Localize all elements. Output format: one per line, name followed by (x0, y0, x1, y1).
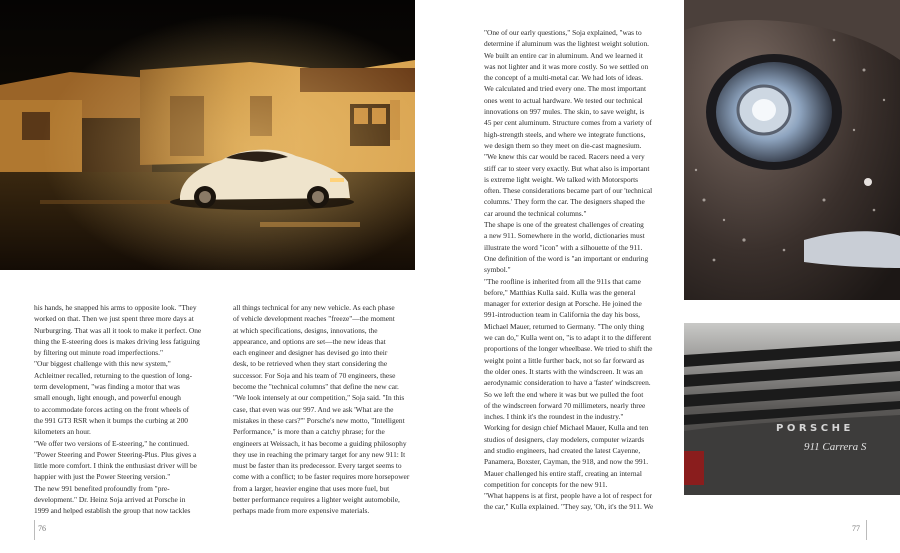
col3-line: car around the technical columns." (484, 208, 587, 218)
col3-line: manager for exterior design at Porsche. He joined the (484, 299, 642, 309)
col2-line: engineers at Weissach, it has become a guiding philosophy (233, 438, 407, 448)
col1-line: term development, "was finding a motor that was (34, 382, 180, 392)
col2-line: each engineer and designer has devised go into their (233, 348, 388, 358)
col1-line: "Our biggest challenge with this new system," (34, 359, 171, 369)
col3-line: determine if aluminum was the lightest weight solution. (484, 39, 650, 49)
rear-grille-photo-art (684, 323, 900, 495)
col3-line: inches. I think it's the roundest in the industry." (484, 412, 624, 422)
col2-line: they use in reaching the primary target for any new 911: It (233, 449, 406, 459)
col3-line: weight point a little further back, not so far forward as (484, 355, 645, 365)
col1-line: kilometers an hour. (34, 427, 91, 437)
col3-line: So we left the end where it was but we pulled the foot (484, 389, 644, 399)
col3-line: symbol." (484, 265, 511, 275)
col1-line: "We offer two versions of E-steering," he continued. (34, 438, 189, 448)
col3-line: "We knew this car would be raced. Racers need a very (484, 152, 645, 162)
col3-line: Working for design chief Michael Mauer, Kulla and ten (484, 423, 649, 433)
col1-line: little more comfort. I think the enthusiast driver will be (34, 461, 197, 471)
right-page-number: 77 (852, 524, 860, 533)
col3-line: One definition of the word is "an important or enduring (484, 253, 649, 263)
col2-line: better performance requires a lighter weight automobile, (233, 495, 400, 505)
col3-line: stiff car to steer very exactly. But what also is important (484, 163, 650, 173)
col3-line: high-strength steels, and where we integrate functions, (484, 129, 646, 139)
col2-line: Performance," is more than a catchy phrase; for the (233, 427, 385, 437)
col3-line: 45 per cent aluminum. Structure comes from a variety of (484, 118, 652, 128)
courtyard-photo (0, 0, 415, 270)
col3-line: studios of designers, clay modelers, computer wizards (484, 434, 645, 444)
col2-line: from a larger, heavier engine that uses more fuel, but (233, 483, 390, 493)
col1-line: The new 991 benefited profoundly from "pre- (34, 483, 170, 493)
col1-line: by filtering out minute road imperfections." (34, 348, 164, 358)
col1-line: Nurburgring. That was all it took to make it perfect. One (34, 325, 202, 335)
col3-line: was not lighter and it was more costly. So we settled on (484, 61, 649, 71)
col2-line: desk, to be retrieved when they start considering the (233, 359, 388, 369)
text-column-2 (233, 302, 421, 517)
headlight-photo (684, 0, 900, 300)
col1-line: worked on that. Then we just spent three more days at (34, 314, 194, 324)
col3-line: "One of our early questions," Soja explained, "was to (484, 28, 642, 37)
text-column-1 (34, 302, 224, 517)
col1-line: development." Dr. Heinz Soja arrived at Porsche in (34, 495, 186, 505)
col2-line: all things technical for any new vehicle. As each phase (233, 303, 395, 312)
col3-line: ones went to actual hardware. We tested our technical (484, 95, 643, 105)
rear-grille-photo (684, 323, 900, 495)
rear-badge-brand: PORSCHE (776, 423, 854, 434)
col1-line: to accommodate forces acting on the front wheels of (34, 404, 190, 414)
col1-line: his hands, he snapped his arms to opposite look. "They (34, 303, 197, 312)
col2-line: come with a conflict; to be faster requires more horsepower (233, 472, 410, 482)
col3-line: we can do," Kulla went on, "is to adapt it to the different (484, 333, 652, 343)
col3-line: the concept of a multi-metal car. We had lots of ideas. (484, 73, 643, 83)
col3-line: competition for concepts for the new 911. (484, 479, 608, 489)
col3-line: and studio engineers, had created the latest Cayenne, (484, 445, 641, 455)
col3-line: often. These considerations became part of our 'technical (484, 186, 653, 196)
rear-badge-model: 911 Carrera S (804, 441, 867, 453)
col3-line: Panamera, Boxster, Cayman, the 918, and now the 991. (484, 457, 649, 467)
col1-line: the 991 GT3 RSR when it bumps the curbing at 200 (34, 415, 188, 425)
col2-line: must be faster than its predecessor. Every target seems to (233, 461, 402, 471)
col3-line: innovations on 997 mules. The skin, to save weight, is (484, 107, 645, 117)
courtyard-photo-art (0, 0, 415, 270)
col3-line: is extreme light weight. We talked with Motorsports (484, 174, 639, 184)
col3-line: Mauer challenged his entire staff, creating an internal (484, 468, 642, 478)
col3-line: 991-introduction team in California the day his boss, (484, 310, 640, 320)
col3-line: illustrate the word "icon" with a silhouette of the 911. (484, 242, 643, 252)
col2-line: at which specifications, designs, innovations, the (233, 325, 378, 335)
col2-line: mistakes in these cars?'" Porsche's new motto, "Intelligent (233, 415, 405, 425)
col3-line: We calculated and tried every one. The most important (484, 84, 647, 94)
headlight-photo-art (684, 0, 900, 300)
col1-line: happier with just the Power Steering version." (34, 472, 171, 482)
col2-line: of vehicle development reaches "freeze"—the moment (233, 314, 395, 324)
right-page-rule (866, 520, 867, 540)
col3-line: columns.' They form the car. The designers shaped the (484, 197, 645, 207)
col3-line: of the windscreen forward 70 millimeters, nearly three (484, 400, 646, 410)
col3-line: aerodynamic consideration to have a 'faster' windscreen. (484, 378, 651, 388)
col3-line: proportions of the longer wheelbase. We tried to shift the (484, 344, 653, 354)
col1-line: "Power Steering and Power Steering-Plus. Plus gives a (34, 449, 197, 459)
text-column-3 (484, 27, 674, 513)
col3-line: before," Matthias Kulla said. Kulla was the general (484, 287, 636, 297)
col2-line: case, that even was our 997. And we ask 'What are the (233, 404, 394, 414)
col2-line: appearance, and options are set—the new ideas that (233, 336, 386, 346)
col3-line: Michael Mauer, returned to Germany. "The only thing (484, 321, 645, 331)
col1-line: thing the E-steering does is makes driving less fatiguing (34, 336, 200, 346)
col1-line: 1999 and helped establish the group that now tackles (34, 506, 191, 516)
col3-line: "What happens is at first, people have a lot of respect for (484, 491, 653, 501)
col3-line: The shape is one of the greatest challenges of creating (484, 220, 644, 230)
col1-line: Achleitner recalled, returning to the question of long- (34, 370, 193, 380)
col3-line: the older ones. It starts with the windscreen. It was an (484, 366, 643, 376)
col1-line: small enough, light enough, and powerful enough (34, 393, 181, 403)
col3-line: a new 911. Somewhere in the world, dictionaries must (484, 231, 645, 241)
col3-line: We built an entire car in aluminum. And we learned it (484, 50, 643, 60)
col3-line: the car," Kulla explained. "They say, 'Oh, it's the 911. We (484, 502, 654, 512)
col3-line: "The roofline is inherited from all the 911s that came (484, 276, 641, 286)
left-page-rule (34, 520, 35, 540)
col2-line: "We look intensely at our competition," Soja said. "In this (233, 393, 405, 403)
left-page-number: 76 (38, 524, 46, 533)
col2-line: successor. For Soja and his team of 70 engineers, these (233, 370, 396, 380)
col3-line: we design them so they meet on die-cast magnesium. (484, 140, 642, 150)
col2-line: become the "technical columns" that define the new car. (233, 382, 399, 392)
col2-line: perhaps made from more expensive materials. (233, 506, 370, 516)
